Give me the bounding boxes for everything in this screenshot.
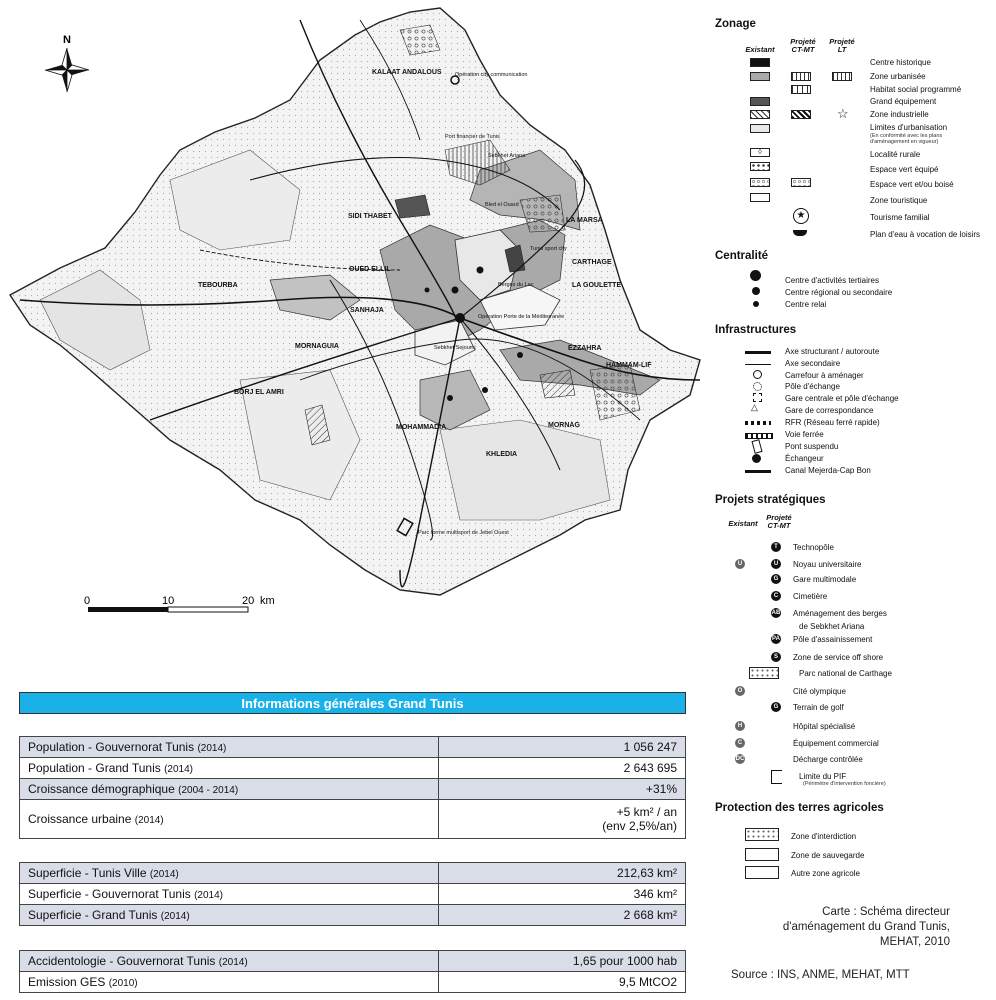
info-table-environment	[19, 950, 686, 993]
legend-projet-item: Gare multimodale	[793, 575, 857, 584]
legend-zonage-item: Grand équipement	[870, 97, 937, 106]
swatch-zone-urbanisee	[750, 72, 770, 81]
info-value-text: 2 668 km²	[623, 908, 677, 922]
info-value-text: 1,65 pour 1000 hab	[572, 954, 677, 968]
legend-projet-item: Limite du PIF	[799, 772, 847, 781]
legend-projets-title: Projets stratégiques	[715, 494, 826, 506]
legend-projet-item: Cimetière	[793, 592, 828, 601]
info-table-population	[19, 736, 686, 839]
legend-zonage-title: Zonage	[715, 18, 756, 30]
place-mornaguia: MORNAGUIA	[295, 343, 339, 350]
legend-infra-item: Axe structurant / autoroute	[785, 347, 880, 356]
info-row-value	[439, 884, 686, 905]
regional-centre-icon	[752, 287, 760, 295]
swatch-urbanisee-ctmt	[791, 72, 811, 81]
project-symbol-icon: U	[771, 559, 781, 569]
info-row	[20, 972, 686, 993]
place-mohammadia: MOHAMMADIA	[396, 424, 447, 431]
col-ctmt: Projeté CT-MT	[790, 37, 816, 54]
swatch-espace-vert-equipe	[750, 162, 770, 171]
place-sanhaja: SANHAJA	[350, 307, 384, 314]
interchange-icon	[752, 454, 761, 463]
exchange-hub-icon	[753, 382, 762, 391]
info-label-year: (2010)	[108, 978, 138, 989]
place-mornag: MORNAG	[548, 422, 580, 429]
map-legend	[705, 0, 996, 1000]
projets-col-ctmt: Projeté CT-MT	[766, 513, 792, 530]
legend-projet-item: Pôle d'assainissement	[793, 635, 873, 644]
pif-boundary-icon	[771, 770, 782, 784]
info-row-label	[20, 972, 439, 993]
project-symbol-icon: AB	[771, 610, 781, 616]
swatch-zone-sauvegarde	[745, 848, 779, 861]
family-tourism-icon: ★	[793, 208, 809, 224]
place-porte-mediterranee: Opération Porte de la Méditerranée	[478, 314, 565, 320]
legend-infra-item: Pôle d'échange	[785, 382, 840, 391]
place-sebkhet-ariana: Sebkhet Ariana	[488, 153, 526, 159]
legend-projet-item: Zone de service off shore	[793, 653, 884, 662]
place-kalaat-andalous: KALAAT ANDALOUS	[372, 69, 442, 76]
swatch-espace-vert-boise	[750, 178, 770, 187]
info-row-label	[20, 779, 439, 800]
project-symbol-icon: C	[771, 591, 781, 601]
legend-centralite-item: Centre régional ou secondaire	[785, 288, 893, 297]
info-row	[20, 737, 686, 758]
info-row-value	[439, 737, 686, 758]
source-credit: Source : INS, ANME, MEHAT, MTT	[731, 969, 910, 981]
info-label-text: Croissance démographique	[28, 782, 175, 796]
canal-line-icon	[745, 470, 771, 473]
scale-tick-10: 10	[162, 595, 175, 607]
legend-zonage-item: Habitat social programmé	[870, 85, 962, 94]
place-la-goulette: LA GOULETTE	[572, 282, 622, 289]
swatch-parc-national	[749, 667, 779, 679]
map-credit-line: d'aménagement du Grand Tunis,	[782, 921, 950, 933]
legend-infra-item: Échangeur	[785, 454, 824, 463]
legend-centralite-item: Centre relai	[785, 300, 827, 309]
info-value-text: 9,5 MtCO2	[618, 975, 677, 989]
map-credit-line: MEHAT, 2010	[879, 936, 950, 948]
project-symbol-icon: T	[771, 542, 781, 552]
legend-infra-item: Gare centrale et pôle d'échange	[785, 394, 899, 403]
place-jebel-ouest: Parc forme multisport de Jebel Ouest	[418, 530, 509, 536]
info-row-label	[20, 800, 439, 839]
place-tebourba: TEBOURBA	[198, 282, 238, 289]
place-khledia: KHLEDIA	[486, 451, 518, 458]
info-label-year: (2014)	[134, 815, 164, 826]
legend-projet-item: Parc national de Carthage	[799, 669, 892, 678]
info-row	[20, 884, 686, 905]
projets-col-existant: Existant	[728, 519, 758, 528]
info-label-text: Superficie - Grand Tunis	[28, 908, 158, 922]
legend-infra-item: Gare de correspondance	[785, 406, 874, 415]
legend-zonage-item: Zone industrielle	[870, 110, 929, 119]
place-sebkhet-sejoumi: Sebkhet Sejoumi	[434, 345, 476, 351]
swatch-zone-industrielle	[750, 110, 770, 119]
col-existant: Existant	[745, 45, 775, 54]
legend-zonage-item: Limites d'urbanisation	[870, 123, 948, 132]
swatch-limites-urbanisation	[750, 124, 770, 133]
info-row-value	[439, 779, 686, 800]
legend-infra-item: Axe secondaire	[785, 359, 841, 368]
legend-projet-item: Cité olympique	[793, 687, 846, 696]
secondary-road-icon	[745, 364, 771, 365]
legend-limites-note-2: d'aménagement en vigueur)	[870, 139, 939, 145]
tertiary-centre-icon	[750, 270, 761, 281]
info-label-text: Population - Gouvernorat Tunis	[28, 740, 195, 754]
scale-unit: km	[260, 595, 275, 607]
place-sidi-thabet: SIDI THABET	[348, 213, 392, 220]
project-symbol-icon: C	[735, 738, 745, 748]
info-row-value	[439, 905, 686, 926]
info-label-year: (2014)	[194, 890, 223, 901]
legend-infra-item: RFR (Réseau ferré rapide)	[785, 418, 880, 427]
legend-limites-note-1: (En conformité avec les plans	[870, 133, 943, 139]
place-oued-ellil: OUED ELLIL	[349, 266, 391, 273]
scale-tick-20: 20	[242, 595, 255, 607]
place-tunis-sport-city: Tunis sport city	[530, 246, 567, 252]
info-row	[20, 758, 686, 779]
info-row-label	[20, 758, 439, 779]
info-row	[20, 800, 686, 839]
north-arrow-icon	[45, 34, 89, 92]
place-la-marsa: LA MARSA	[566, 217, 603, 224]
legend-zonage-item: Zone touristique	[870, 196, 928, 205]
legend-protection-item: Zone d'interdiction	[791, 832, 857, 841]
project-symbol-icon: G	[771, 574, 781, 584]
legend-infra-item: Canal Mejerda-Cap Bon	[785, 466, 871, 475]
info-label-text: Emission GES	[28, 975, 106, 989]
project-symbol-icon: U	[735, 559, 745, 569]
legend-zonage-item: Localité rurale	[870, 150, 921, 159]
info-row-label	[20, 905, 439, 926]
info-label-year: (2014)	[164, 764, 193, 775]
legend-protection-item: Autre zone agricole	[791, 869, 860, 878]
roundabout-icon	[753, 370, 762, 379]
place-bled-el-ouard: Bled el Ouard	[485, 202, 519, 208]
star-icon: ☆	[837, 106, 849, 121]
info-label-year: (2014)	[197, 743, 227, 754]
project-symbol-icon: O	[735, 686, 745, 696]
legend-infra-item: Pont suspendu	[785, 442, 839, 451]
swatch-autre-zone-agricole	[745, 866, 779, 879]
info-row-label	[20, 951, 439, 972]
project-symbol-icon: H	[735, 721, 745, 731]
info-value-text: 212,63 km²	[616, 866, 677, 880]
suspension-bridge-icon	[751, 439, 762, 454]
place-operation-city: Opération city communication	[455, 72, 528, 78]
place-carthage: CARTHAGE	[572, 259, 612, 266]
swatch-espace-vert-boise-ctmt	[791, 178, 811, 187]
motorway-line-icon	[745, 351, 771, 354]
info-value-text: 1 056 247	[623, 740, 677, 754]
swatch-habitat-social	[791, 85, 811, 94]
project-symbol-icon: G	[771, 702, 781, 712]
legend-projet-item: Hôpital spécialisé	[793, 722, 856, 731]
info-value-text: +31%	[645, 782, 677, 796]
legend-zonage-item: Plan d'eau à vocation de loisirs	[870, 230, 981, 239]
info-row-value	[439, 758, 686, 779]
legend-projet-item: Noyau universitaire	[793, 560, 862, 569]
swatch-centre-historique	[750, 58, 770, 67]
info-label-year: (2014)	[218, 957, 248, 968]
legend-infra-item: Voie ferrée	[785, 430, 824, 439]
legend-pif-note: (Périmètre d'intervention foncière)	[803, 781, 886, 787]
legend-protection-item: Zone de sauvegarde	[791, 851, 865, 860]
col-lt: Projeté LT	[829, 37, 855, 54]
project-symbol-icon: PA	[772, 636, 780, 642]
info-value-text: 346 km²	[633, 887, 677, 901]
info-label-text: Population - Grand Tunis	[28, 761, 161, 775]
info-row-value	[439, 863, 686, 884]
info-label-text: Superficie - Tunis Ville	[28, 866, 147, 880]
swatch-zone-interdiction	[745, 828, 779, 841]
grand-tunis-master-plan-map	[0, 0, 705, 640]
project-symbol-icon: S	[771, 652, 781, 662]
legend-berges-line2: de Sebkhet Ariana	[799, 622, 865, 631]
place-borj-el-amri: BORJ EL AMRI	[234, 389, 284, 396]
info-row-value	[439, 951, 686, 972]
map-credit	[730, 905, 950, 950]
legend-centralite-title: Centralité	[715, 250, 769, 262]
scale-bar	[84, 595, 275, 612]
legend-projet-item: Terrain de golf	[793, 703, 844, 712]
info-row-value	[439, 972, 686, 993]
info-row-label	[20, 737, 439, 758]
swatch-localite-rurale: ◊	[750, 148, 770, 157]
legend-protection-title: Protection des terres agricoles	[715, 802, 884, 814]
legend-centralite-item: Centre d'activités tertiaires	[785, 276, 880, 285]
info-row	[20, 779, 686, 800]
info-row-label	[20, 884, 439, 905]
info-value-text-2: (env 2,5%/an)	[602, 819, 677, 833]
info-label-text: Accidentologie - Gouvernorat Tunis	[28, 954, 216, 968]
map-credit-line: Carte : Schéma directeur	[822, 906, 950, 918]
place-berges-du-lac: Berges du Lac	[498, 282, 534, 288]
info-row-value	[439, 800, 686, 839]
info-row	[20, 951, 686, 972]
place-hammam-lif: HAMMAM-LIF	[606, 362, 652, 369]
info-table-superficie	[19, 862, 686, 926]
place-port-financier: Port financier de Tunis	[445, 134, 500, 140]
info-label-text: Superficie - Gouvernorat Tunis	[28, 887, 191, 901]
legend-zonage-item: Espace vert équipé	[870, 165, 939, 174]
info-label-year: (2014)	[149, 869, 179, 880]
scale-tick-0: 0	[84, 595, 91, 607]
legend-infrastructures-title: Infrastructures	[715, 324, 797, 336]
north-label: N	[63, 34, 71, 46]
info-label-year: (2004 - 2014)	[178, 785, 239, 796]
swatch-grand-equipement	[750, 97, 770, 106]
info-row	[20, 863, 686, 884]
legend-zonage-item: Zone urbanisée	[870, 72, 926, 81]
legend-infra-item: Carrefour à aménager	[785, 371, 864, 380]
legend-projet-item: Technopôle	[793, 543, 834, 552]
rfr-line-icon	[745, 421, 771, 425]
legend-zonage-item: Espace vert et/ou boisé	[870, 180, 954, 189]
connection-station-icon: △	[751, 402, 758, 412]
central-station-icon	[753, 393, 762, 402]
legend-projet-item: Équipement commercial	[793, 739, 879, 748]
info-table-title: Informations générales Grand Tunis	[19, 692, 686, 714]
legend-projet-item: Décharge contrôlée	[793, 755, 863, 764]
boat-icon	[793, 230, 807, 236]
legend-projet-item: Aménagement des berges	[793, 609, 887, 618]
legend-zonage-item: Tourisme familial	[870, 213, 930, 222]
info-value-text: 2 643 695	[623, 761, 677, 775]
info-row-label	[20, 863, 439, 884]
info-label-year: (2014)	[160, 911, 190, 922]
place-ezzahra: EZZAHRA	[568, 345, 602, 352]
legend-zonage-item: Centre historique	[870, 58, 931, 67]
project-symbol-icon: DC	[735, 756, 745, 762]
info-row	[20, 905, 686, 926]
relay-centre-icon	[753, 301, 759, 307]
swatch-urbanisee-lt	[832, 72, 852, 81]
info-label-text: Croissance urbaine	[28, 812, 132, 826]
info-value-text: +5 km² / an	[616, 805, 677, 819]
swatch-industrielle-ctmt	[791, 110, 811, 119]
swatch-zone-touristique	[750, 193, 770, 202]
